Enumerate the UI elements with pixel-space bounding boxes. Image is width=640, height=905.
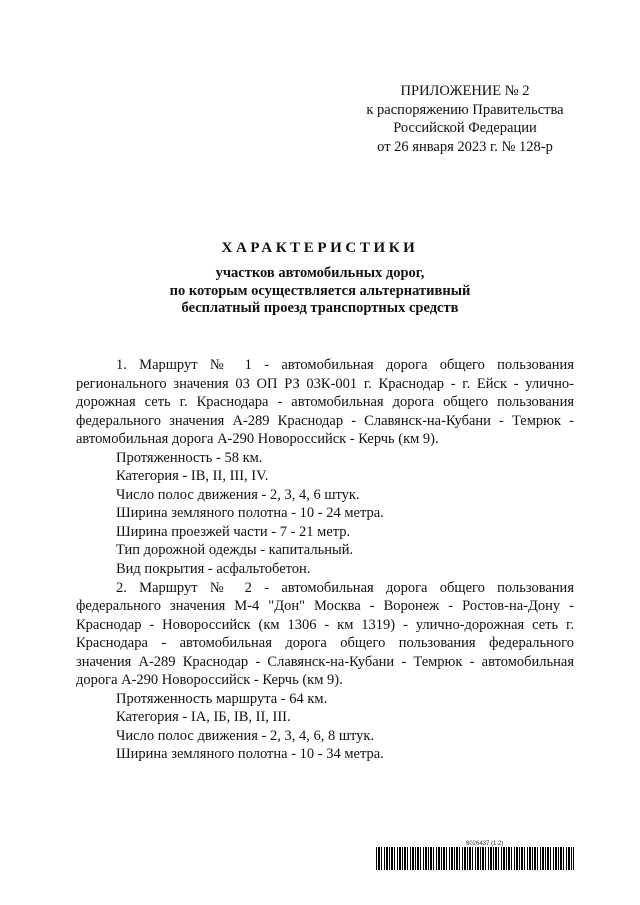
heading-subtitle-3: бесплатный проезд транспортных средств: [181, 300, 459, 316]
barcode: [376, 847, 574, 870]
annex-line-1: к распоряжению Правительства: [366, 101, 564, 118]
route-2-length: Протяженность маршрута - 64 км.: [116, 690, 328, 707]
route-1-subgrade-width: Ширина земляного полотна - 10 - 24 метра.: [116, 505, 384, 522]
annex-title: ПРИЛОЖЕНИЕ № 2: [400, 83, 530, 99]
route-1-carriageway-width: Ширина проезжей части - 7 - 21 метр.: [116, 523, 351, 540]
heading-subtitle-2: по которым осуществляется альтернативный: [169, 282, 471, 299]
route-2-description: 2. Маршрут № 2 - автомобильная дорога общего пользования федерального значения М-4 "Дон" Москва - Воронеж - Ростов-на-Дону - Краснодар - Новороссийск (км 1306 - км 1319) - улично-дорожная сеть г. Краснодара - автомобильная дорога общего пользования федерального значения А-289 Краснодар - Славянск-на-Кубани - Темрюк - автомобильная дорога А-290 Новороссийск - Керчь (км 9).: [76, 579, 574, 689]
annex-block: [340, 82, 590, 156]
route-2-lanes: Число полос движения - 2, 3, 4, 6, 8 штук.: [116, 727, 375, 744]
annex-line-3: от 26 января 2023 г. № 128-р: [377, 138, 553, 155]
document-code: 6026437 (1.2): [466, 841, 504, 847]
heading-subtitle-1: участков автомобильных дорог,: [215, 265, 425, 281]
route-1-lanes: Число полос движения - 2, 3, 4, 6 штук.: [116, 486, 360, 503]
route-2-category: Категория - IA, IБ, IB, II, III.: [116, 709, 291, 726]
route-1-description: 1. Маршрут № 1 - автомобильная дорога общего пользования регионального значения 03 ОП РЗ 03К-001 г. Краснодар - г. Ейск - улично-дорожная сеть г. Краснодара - автомобильная дорога общего пользования федерального значения А-289 Краснодар - Славянск-на-Кубани - Темрюк - автомобильная дорога А-290 Новороссийск - Керчь (км 9).: [76, 357, 574, 448]
route-1-category: Категория - IB, II, III, IV.: [116, 468, 269, 485]
annex-line-2: Российской Федерации: [393, 120, 537, 136]
route-1-surface: Вид покрытия - асфальтобетон.: [116, 561, 311, 578]
document-heading: [60, 240, 580, 318]
document-body: [76, 356, 574, 764]
route-1-length: Протяженность - 58 км.: [116, 449, 263, 466]
route-2-subgrade-width: Ширина земляного полотна - 10 - 34 метра.: [116, 746, 384, 763]
route-1-pavement-type: Тип дорожной одежды - капитальный.: [116, 542, 354, 559]
heading-title: ХАРАКТЕРИСТИКИ: [221, 240, 419, 256]
